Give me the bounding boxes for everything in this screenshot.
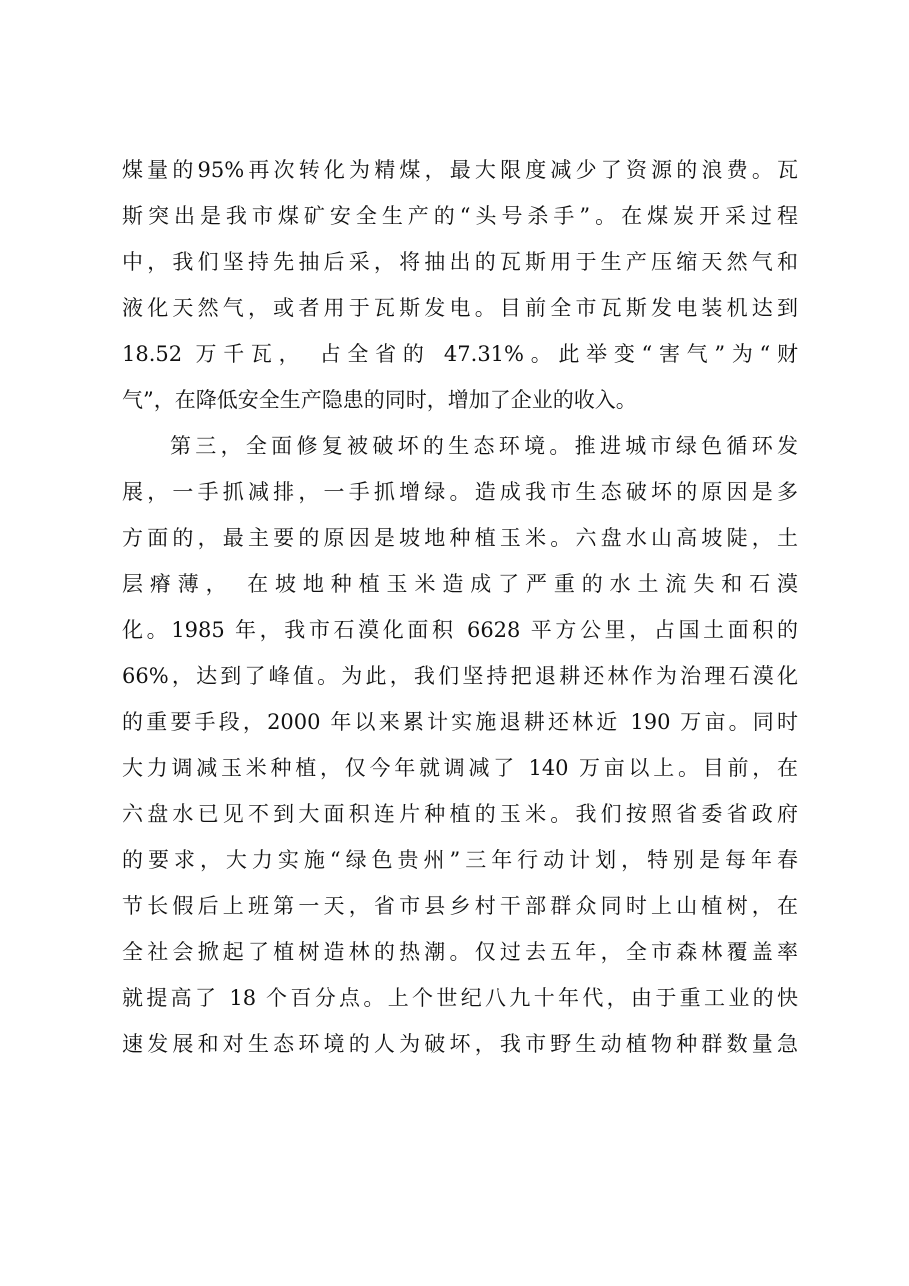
text-line: 的重要手段，2000 年以来累计实施退耕还林近 190 万亩。同时 [122,710,798,734]
text-line: 煤量的95%再次转化为精煤，最大限度减少了资源的浪费。瓦 [122,158,798,182]
text-line: 液化天然气，或者用于瓦斯发电。目前全市瓦斯发电装机达到 [122,296,798,320]
text-line: 66%，达到了峰值。为此，我们坚持把退耕还林作为治理石漠化 [122,664,798,688]
text-line: 速发展和对生态环境的人为破坏，我市野生动植物种群数量急 [122,1032,798,1056]
text-line: 就提高了 18 个百分点。上个世纪八九十年代，由于重工业的快 [122,986,798,1010]
text-line: 中，我们坚持先抽后采，将抽出的瓦斯用于生产压缩天然气和 [122,250,798,274]
body-text [122,147,798,1067]
text-line: 化。1985 年，我市石漠化面积 6628 平方公里，占国土面积的 [122,618,798,642]
text-line: 大力调减玉米种植，仅今年就调减了 140 万亩以上。目前，在 [122,756,798,780]
text-line: 方面的，最主要的原因是坡地种植玉米。六盘水山高坡陡，土 [122,526,798,550]
text-line: 六盘水已见不到大面积连片种植的玉米。我们按照省委省政府 [122,802,798,826]
paragraph-start-line: 第三，全面修复被破坏的生态环境。推进城市绿色循环发 [170,434,798,458]
text-line: 层瘠薄， 在坡地种植玉米造成了严重的水土流失和石漠 [122,572,798,596]
text-line: 的要求，大力实施“绿色贵州”三年行动计划，特别是每年春 [122,848,798,872]
text-line: 节长假后上班第一天，省市县乡村干部群众同时上山植树，在 [122,894,798,918]
text-line: 气”，在降低安全生产隐患的同时，增加了企业的收入。 [122,388,637,412]
text-line: 展，一手抓减排，一手抓增绿。造成我市生态破坏的原因是多 [122,480,798,504]
text-line: 斯突出是我市煤矿安全生产的“头号杀手”。在煤炭开采过程 [122,204,798,228]
text-line: 18.52 万千瓦， 占全省的 47.31%。此举变“害气”为“财 [122,342,798,366]
text-line: 全社会掀起了植树造林的热潮。仅过去五年，全市森林覆盖率 [122,940,798,964]
